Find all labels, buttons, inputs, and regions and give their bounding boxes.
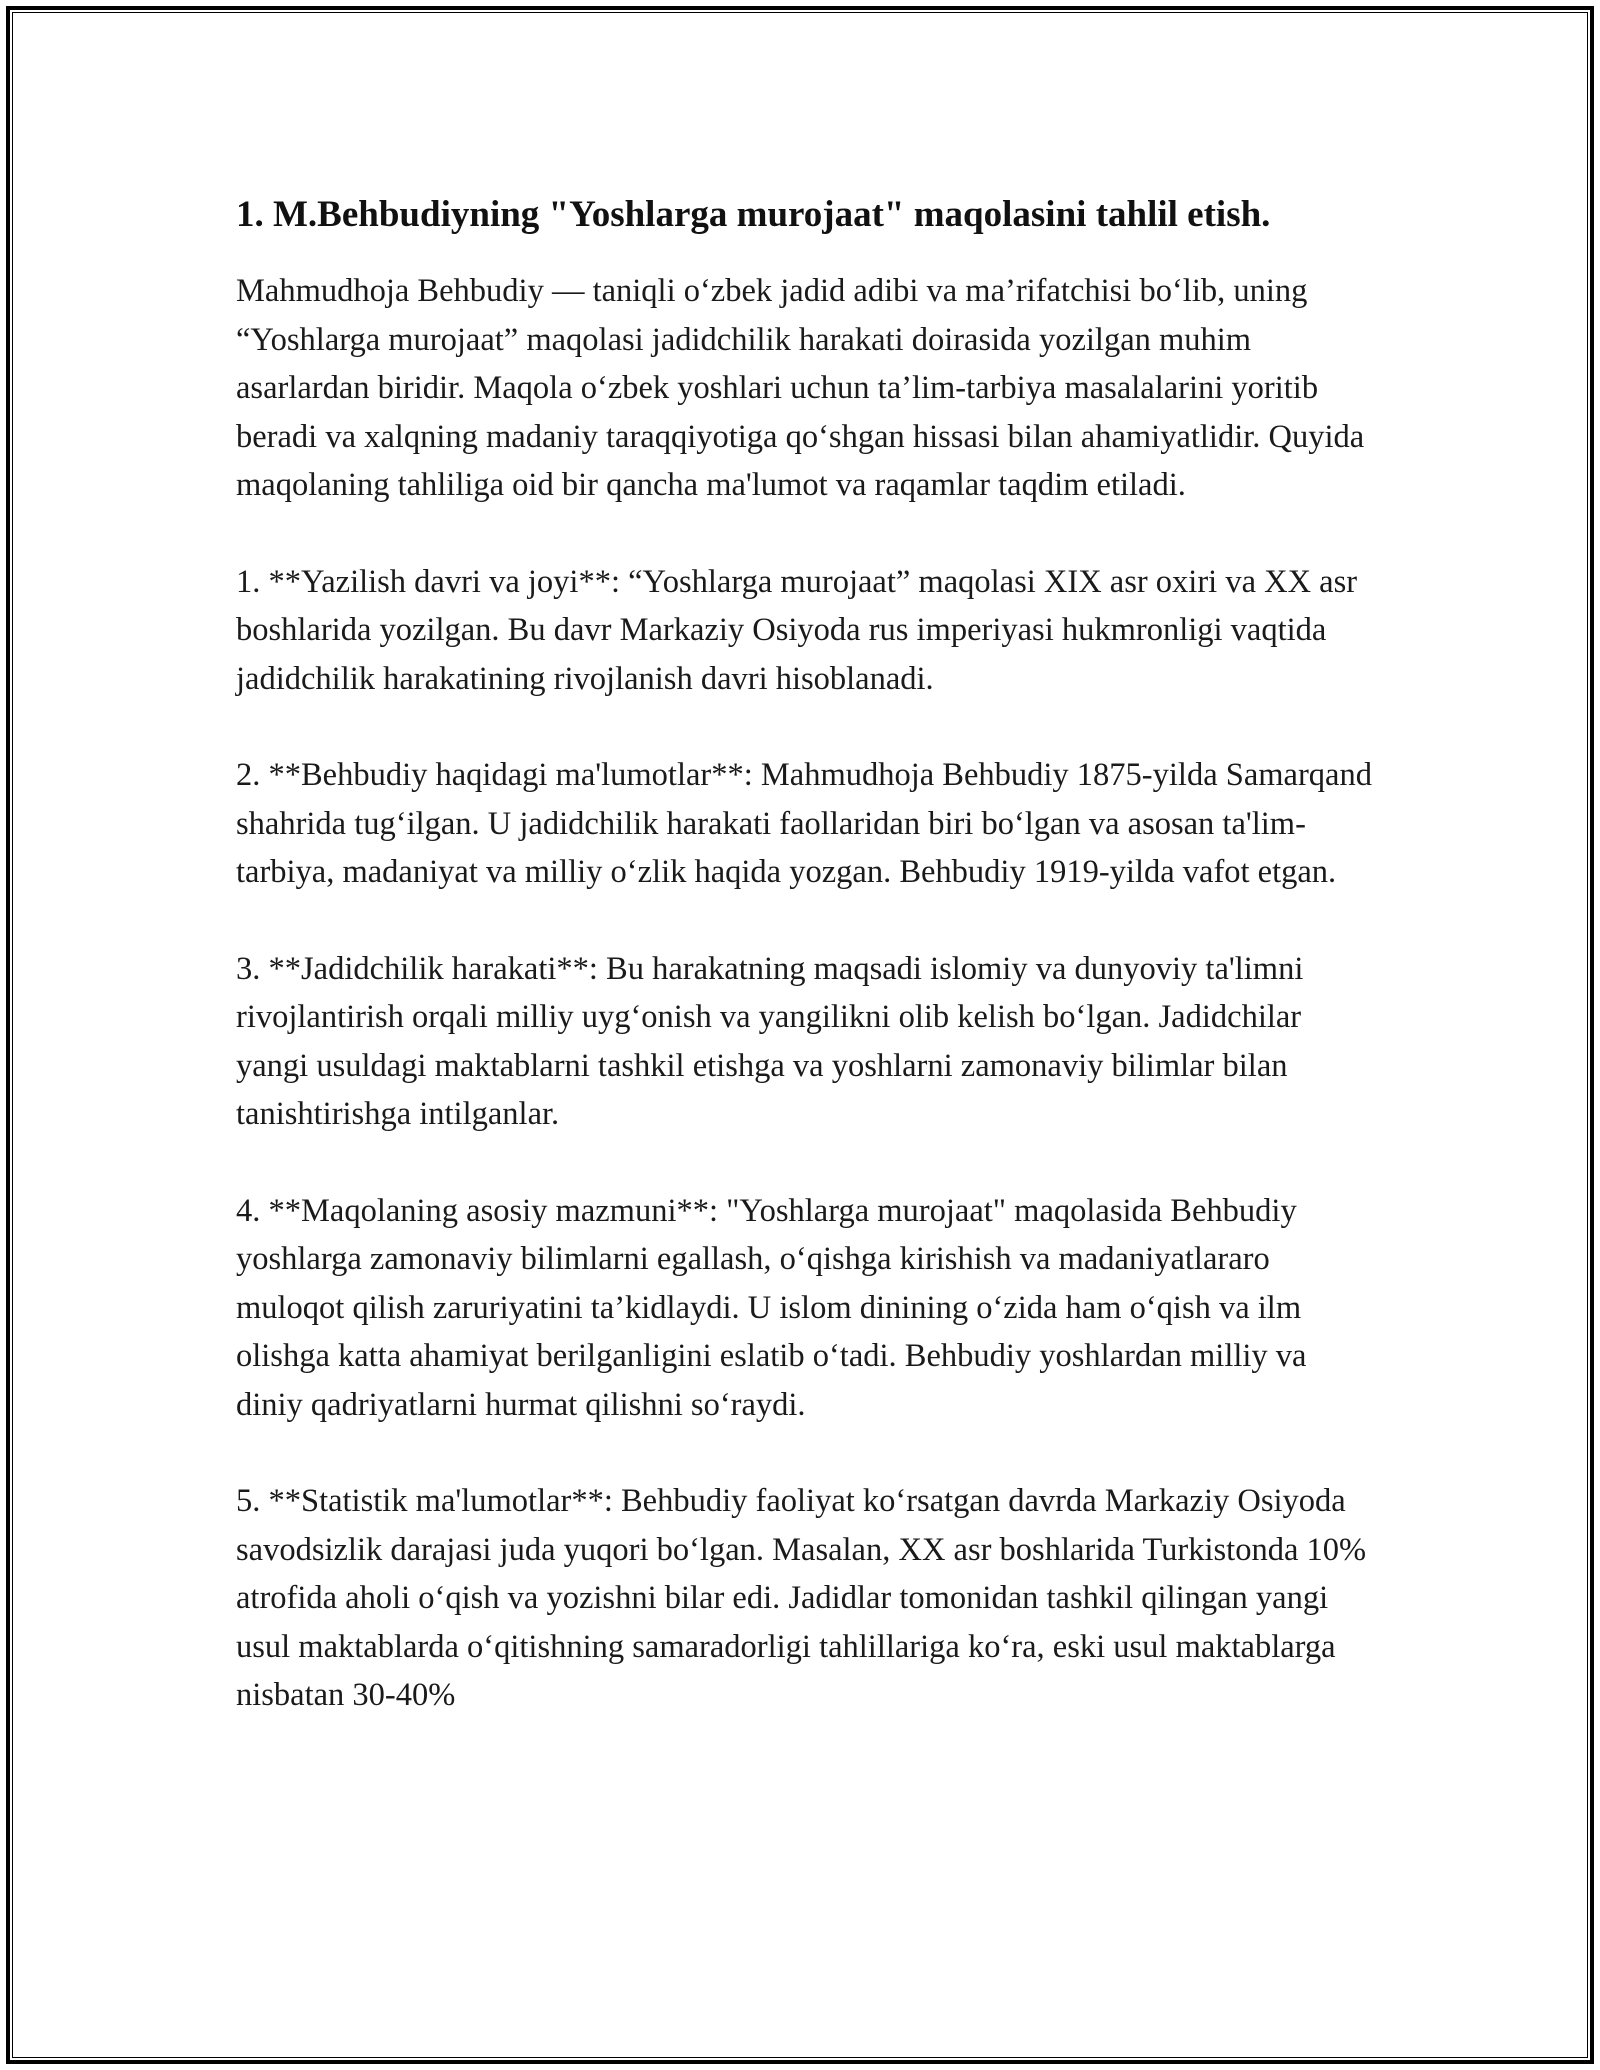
- document-title: 1. M.Behbudiyning "Yoshlarga murojaat" maqolasini tahlil etish.: [236, 194, 1271, 235]
- section-5-paragraph: 5. **Statistik ma'lumotlar**: Behbudiy faoliyat ko‘rsatgan davrda Markaziy Osiyoda savodsizlik darajasi juda yuqori bo‘lgan. Masalan, XX asr boshlarida Turkistonda 10% atrofida aholi o‘qish va yozishni bilar edi. Jadidlar tomonidan tashkil qilingan yangi usul maktablarda o‘qitishning samaradorligi tahlillariga ko‘ra, eski usul maktablarga nisbatan 30-40%: [236, 1483, 1375, 1713]
- section-3-paragraph: 3. **Jadidchilik harakati**: Bu harakatning maqsadi islomiy va dunyoviy ta'limni rivojlantirish orqali milliy uyg‘onish va yangilikni olib kelish bo‘lgan. Jadidchilar yangi usuldagi maktablarni tashkil etishga va yoshlarni zamonaviy bilimlar bilan tanishtirishga intilganlar.: [236, 950, 1312, 1132]
- document-body: [236, 188, 1381, 1768]
- section-2-paragraph: 2. **Behbudiy haqidagi ma'lumotlar**: Mahmudhoja Behbudiy 1875-yilda Samarqand shahrida tug‘ilgan. U jadidchilik harakati faollaridan biri bo‘lgan va asosan ta'lim-tarbiya, madaniyat va milliy o‘zlik haqida yozgan. Behbudiy 1919-yilda vafot etgan.: [236, 757, 1381, 890]
- intro-paragraph: Mahmudhoja Behbudiy — taniqli o‘zbek jadid adibi va ma’rifatchisi bo‘lib, uning “Yoshlarga murojaat” maqolasi jadidchilik harakati doirasida yozilgan muhim asarlardan biridir. Maqola o‘zbek yoshlari uchun ta’lim-tarbiya masalalarini yoritib beradi va xalqning madaniy taraqqiyotiga qo‘shgan hissasi bilan ahamiyatlidir. Quyida maqolaning tahliliga oid bir qancha ma'lumot va raqamlar taqdim etiladi.: [236, 273, 1373, 503]
- section-1-paragraph: 1. **Yazilish davri va joyi**: “Yoshlarga murojaat” maqolasi XIX asr oxiri va XX asr boshlarida yozilgan. Bu davr Markaziy Osiyoda rus imperiyasi hukmronligi vaqtida jadidchilik harakatining rivojlanish davri hisoblanadi.: [236, 563, 1366, 697]
- section-4-paragraph: 4. **Maqolaning asosiy mazmuni**: "Yoshlarga murojaat" maqolasida Behbudiy yoshlarga zamonaviy bilimlarni egallash, o‘qishga kirishish va madaniyatlararo muloqot qilish zaruriyatini ta’kidlaydi. U islom dinining o‘zida ham o‘qish va ilm olishga katta ahamiyat berilganligini eslatib o‘tadi. Behbudiy yoshlardan milliy va diniy qadriyatlarni hurmat qilishni so‘raydi.: [236, 1192, 1315, 1423]
